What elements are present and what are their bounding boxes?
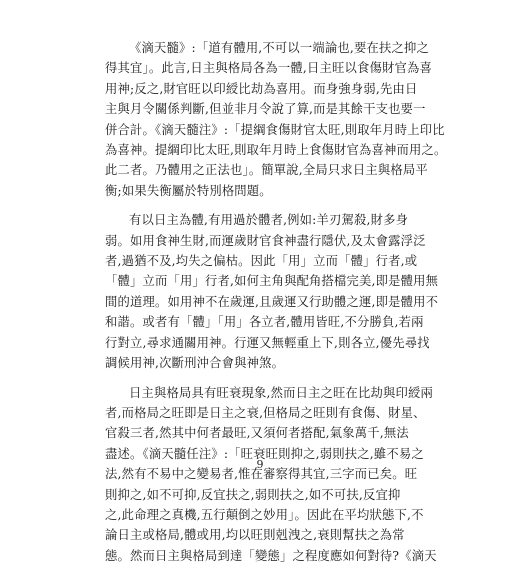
text-line: 間的道理。如用神不在歲運,且歲運又行助體之運,即是體用不 — [105, 292, 415, 312]
text-line: 調候用神,次斷刑沖合會與神煞。 — [105, 353, 415, 373]
text-line: 者,而格局之旺即是日主之衰,但格局之旺則有食傷、財星、 — [105, 403, 415, 423]
text-line: 併合計。《滴天髓注》:「提綱食傷財官太旺,則取年月時上印比 — [105, 120, 415, 140]
page-body — [105, 38, 415, 566]
text-line: 之,此命理之真機,五行顛倒之妙用」。因此在平均狀態下,不 — [105, 505, 415, 525]
text-line: 則抑之,如不可抑,反宜扶之,弱則扶之,如不可扶,反宜抑 — [105, 485, 415, 505]
page-number: 9 — [0, 458, 520, 472]
paragraph-1 — [105, 38, 415, 201]
text-line: 盡述。《滴天髓任注》:「旺衰旺則抑之,弱則扶之,雖不易之 — [105, 444, 415, 464]
paragraph-2 — [105, 210, 415, 373]
text-line: 弱。如用食神生財,而運歲財官食神盡行隱伏,及太會露浮泛 — [105, 231, 415, 251]
text-line: 「體」立而「用」行者,如何主角與配角搭檔完美,即是體用無 — [105, 271, 415, 291]
text-line: 法,然有不易中之變易者,惟在審察得其宜,三字而已矣。旺 — [105, 464, 415, 484]
text-line: 論日主或格局,體或用,均以旺則剋洩之,衰則幫扶之為常 — [105, 525, 415, 545]
text-line: 者,過猶不及,均失之偏枯。因此「用」立而「體」行者,或 — [105, 251, 415, 271]
text-line: 官殺三者,然其中何者最旺,又須何者搭配,氣象萬千,無法 — [105, 423, 415, 443]
text-line: 有以日主為體,有用過於體者,例如:羊刃駕殺,財多身 — [105, 210, 415, 230]
text-line: 衡;如果失衡屬於特別格問題。 — [105, 181, 415, 201]
text-line: 態。然而日主與格局到達「變態」之程度應如何對待?《滴天 — [105, 546, 415, 566]
text-line: 此二者。乃體用之正法也」。簡單說,全局只求日主與格局平 — [105, 160, 415, 180]
text-line: 為喜神。提綱印比太旺,則取年月時上食傷財官為喜神而用之。 — [105, 140, 415, 160]
text-line: 行對立,尋求通關用神。行運又無輕重上下,則各立,優先尋找 — [105, 333, 415, 353]
text-line: 和諧。或者有「體」「用」各立者,體用皆旺,不分勝負,若兩 — [105, 312, 415, 332]
text-line: 《滴天髓》:「道有體用,不可以一端論也,要在扶之抑之 — [105, 38, 415, 58]
text-line: 得其宜」。此言,日主與格局各為一體,日主旺以食傷財官為喜 — [105, 58, 415, 78]
text-line: 用神;反之,財官旺以印綬比劫為喜用。而身強身弱,先由日 — [105, 79, 415, 99]
text-line: 主與月令關係判斷,但並非月令說了算,而是其餘干支也要一 — [105, 99, 415, 119]
paragraph-3 — [105, 383, 415, 566]
text-line: 日主與格局具有旺衰現象,然而日主之旺在比劫與印綬兩 — [105, 383, 415, 403]
